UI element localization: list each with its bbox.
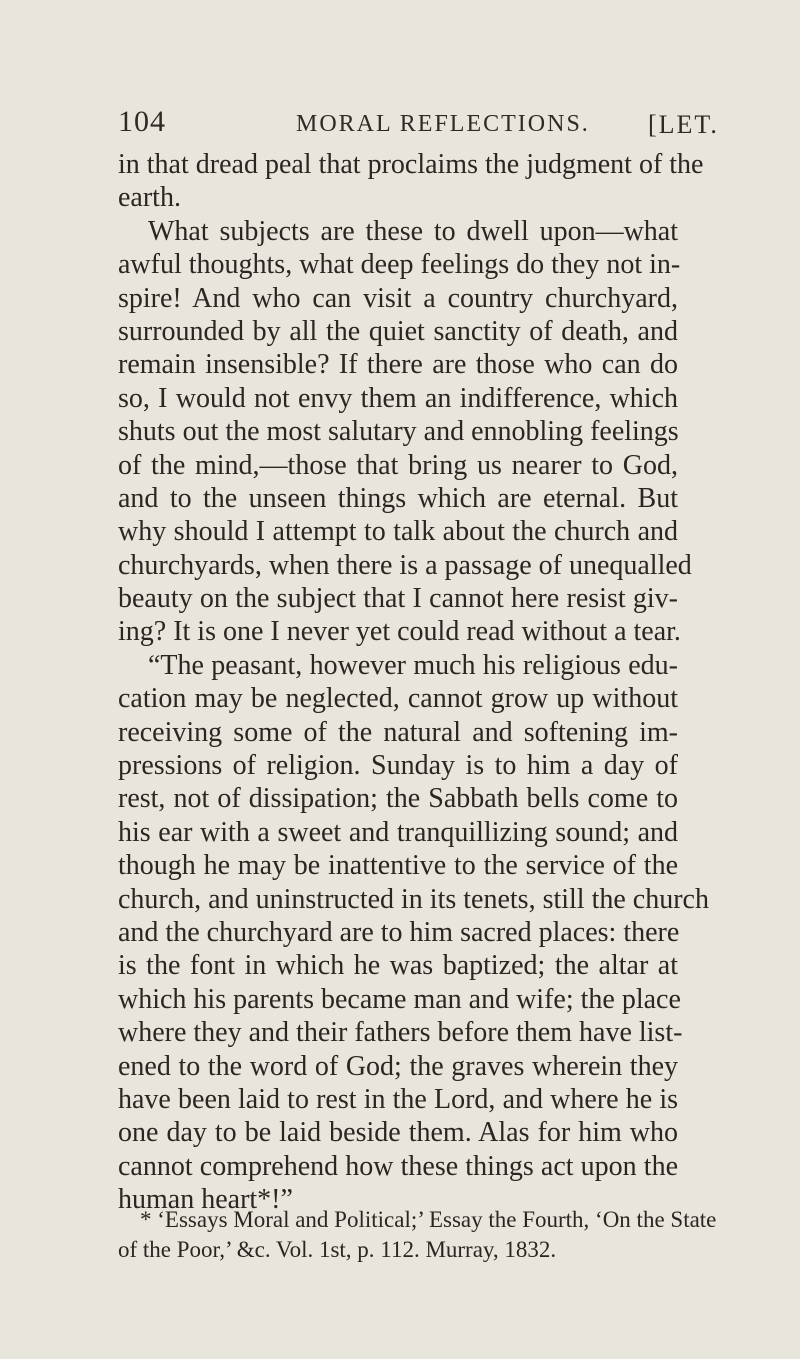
text-line: surrounded by all the quiet sanctity of death, and [118, 315, 678, 347]
text-line: What subjects are these to dwell upon—what [148, 215, 678, 247]
text-line: spire! And who can visit a country churchyard, [118, 282, 678, 314]
footnote [118, 1205, 717, 1265]
text-line: ened to the word of God; the graves wherein they [118, 1050, 678, 1082]
text-line: “The peasant, however much his religious edu- [148, 649, 678, 681]
text-line: is the font in which he was baptized; the altar at [118, 950, 678, 982]
text-line: church, and uninstructed in its tenets, still the church [118, 883, 709, 915]
section-mark: [LET. [648, 110, 719, 139]
text-line: why should I attempt to talk about the church and [118, 516, 678, 548]
text-line: his ear with a sweet and tranquillizing sound; and [118, 816, 678, 848]
footnote-line: * ‘Essays Moral and Political;’ Essay the Fourth, ‘On the State [140, 1207, 717, 1232]
text-line: churchyards, when there is a passage of unequalled [118, 549, 692, 581]
text-line: earth. [118, 182, 181, 214]
text-line: have been laid to rest in the Lord, and where he is [118, 1083, 678, 1115]
text-line: so, I would not envy them an indifference, which [118, 382, 678, 414]
text-line: ing? It is one I never yet could read without a tear. [118, 616, 681, 648]
text-line: cation may be neglected, cannot grow up without [118, 683, 678, 715]
body-text [118, 148, 709, 1217]
text-line: receiving some of the natural and softening im- [118, 716, 678, 748]
text-line: pressions of religion. Sunday is to him a day of [118, 750, 678, 782]
text-line: of the mind,—those that bring us nearer to God, [118, 449, 678, 481]
text-line: remain insensible? If there are those who can do [118, 349, 678, 381]
text-line: which his parents became man and wife; the place [118, 983, 681, 1015]
footnote-line: of the Poor,’ &c. Vol. 1st, p. 112. Murray, 1832. [118, 1237, 557, 1262]
text-line: shuts out the most salutary and ennobling feelings [118, 416, 679, 448]
text-line: though he may be inattentive to the service of the [118, 850, 678, 882]
text-line: beauty on the subject that I cannot here resist giv- [118, 583, 678, 615]
running-head: MORAL REFLECTIONS. [296, 111, 590, 137]
text-line: human heart*!” [118, 1184, 293, 1216]
text-line: one day to be laid beside them. Alas for him who [118, 1117, 678, 1149]
text-line: where they and their fathers before them have list- [118, 1017, 683, 1049]
text-line: in that dread peal that proclaims the judgment of the [118, 149, 704, 180]
text-line: cannot comprehend how these things act upon the [118, 1150, 678, 1182]
page-header [118, 105, 719, 145]
text-line: and the churchyard are to him sacred places: there [118, 916, 680, 948]
text-line: rest, not of dissipation; the Sabbath bells come to [118, 783, 678, 815]
text-line: and to the unseen things which are eternal. But [118, 482, 678, 514]
text-line: awful thoughts, what deep feelings do they not in- [118, 249, 681, 281]
page-number: 104 [118, 105, 166, 138]
